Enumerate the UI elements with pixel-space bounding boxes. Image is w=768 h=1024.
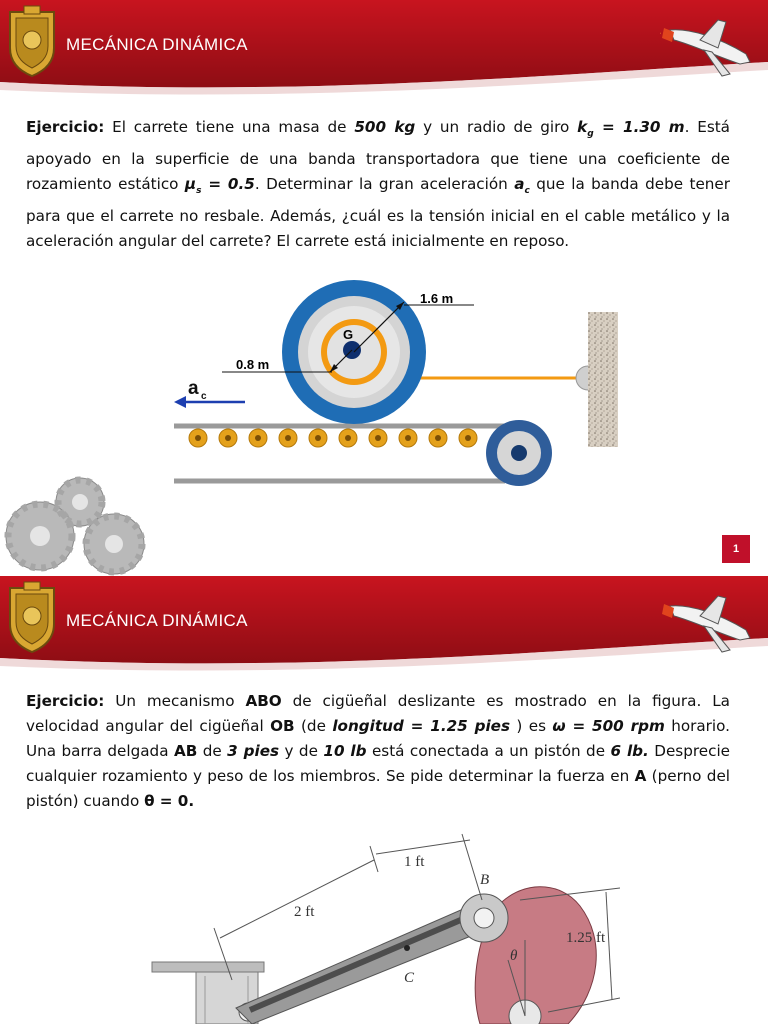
base-plate <box>152 962 264 972</box>
crank-name: OB <box>270 717 295 735</box>
slide-header <box>0 0 768 98</box>
space-shuttle-icon <box>660 586 760 658</box>
exercise-text-part: horario. Una barra delgada <box>26 717 730 760</box>
angular-velocity: ω = 500 rpm <box>552 717 665 735</box>
header-title: MECÁNICA DINÁMICA <box>66 611 248 630</box>
exercise-text-part: de <box>197 742 228 760</box>
pin-name: A <box>634 767 647 785</box>
friction-value: = 0.5 <box>201 175 255 194</box>
outer-dimension: 1.6 m <box>420 291 454 306</box>
gyration-value: = 1.30 m <box>593 118 685 136</box>
theta-condition: θ = 0. <box>144 792 195 810</box>
exercise-label: Ejercicio: <box>26 118 105 136</box>
exercise-text-part: (de <box>294 717 333 735</box>
exercise-text-part: . Determinar la gran aceleración <box>254 175 515 194</box>
exercise-text-part: y de <box>279 742 324 760</box>
exercise-text-part: El carrete tiene una masa de <box>104 118 355 136</box>
label-theta: θ <box>510 948 518 964</box>
slide-2 <box>0 576 768 1024</box>
friction-symbol: μ <box>184 175 197 194</box>
university-crest-logo <box>4 580 60 654</box>
inner-dimension: 0.8 m <box>236 357 270 372</box>
dim-1-25ft: 1.25 ft <box>566 930 606 946</box>
accel-label-sub: c <box>201 391 207 402</box>
label-c: C <box>404 970 415 986</box>
exercise-text-part: de cigüeñal deslizante es mostrado en la figura. La velocidad angular del cigüeñal <box>26 692 730 735</box>
slide-header <box>0 576 768 674</box>
bar-length: 3 pies <box>227 742 280 760</box>
bar-weight: 10 lb <box>323 742 367 760</box>
header-title: MECÁNICA DINÁMICA <box>66 35 248 54</box>
wall-support <box>588 312 618 447</box>
exercise-text <box>26 689 730 814</box>
space-shuttle-icon <box>660 10 760 82</box>
exercise-text-part: Un mecanismo <box>104 692 246 710</box>
crank-slider-figure <box>150 832 620 1024</box>
exercise-text-part: (perno del pistón) cuando <box>26 767 731 810</box>
exercise-text-part: está conectada a un pistón de <box>366 742 611 760</box>
spool-conveyor-figure <box>160 280 630 492</box>
exercise-text-part: que la banda debe tener para que el carrete no resbale. Además, ¿cuál es la tensión inicial en el cable metálico y la aceleración angular del carrete? El carrete está inicialmente en reposo. <box>26 175 730 251</box>
mass-value: 500 kg <box>354 118 416 136</box>
exercise-text <box>26 115 730 254</box>
page-number-badge: 1 <box>722 535 750 563</box>
exercise-label: Ejercicio: <box>26 692 105 710</box>
label-b: B <box>480 872 490 888</box>
crank-length: longitud = 1.25 pies <box>332 717 510 735</box>
exercise-text-part: ) es <box>510 717 553 735</box>
accel-subscript: c <box>524 186 530 197</box>
belt-rollers <box>189 429 477 447</box>
accel-label: a <box>188 378 199 399</box>
accel-symbol: a <box>514 175 525 194</box>
dim-1ft: 1 ft <box>404 854 425 870</box>
friction-subscript: s <box>196 186 202 197</box>
cable-anchor <box>576 366 588 390</box>
gyration-subscript: g <box>587 129 594 140</box>
exercise-text-part: Desprecie cualquier rozamiento y peso de los miembros. Se pide determinar la fuerza en <box>26 742 731 785</box>
gyration-symbol: k <box>577 118 588 136</box>
university-crest-logo <box>4 4 60 78</box>
exercise-text-part: y un radio de giro <box>415 118 578 136</box>
dim-2ft: 2 ft <box>294 904 315 920</box>
exercise-text-part: . Está apoyado en la superficie de una banda transportadora que tiene una coeficiente de rozamiento estático <box>26 118 730 194</box>
center-label: G <box>343 327 354 342</box>
piston-weight: 6 lb. <box>610 742 649 760</box>
bar-name: AB <box>173 742 198 760</box>
mechanism-name: ABO <box>245 692 282 710</box>
gears-icon <box>2 476 154 576</box>
